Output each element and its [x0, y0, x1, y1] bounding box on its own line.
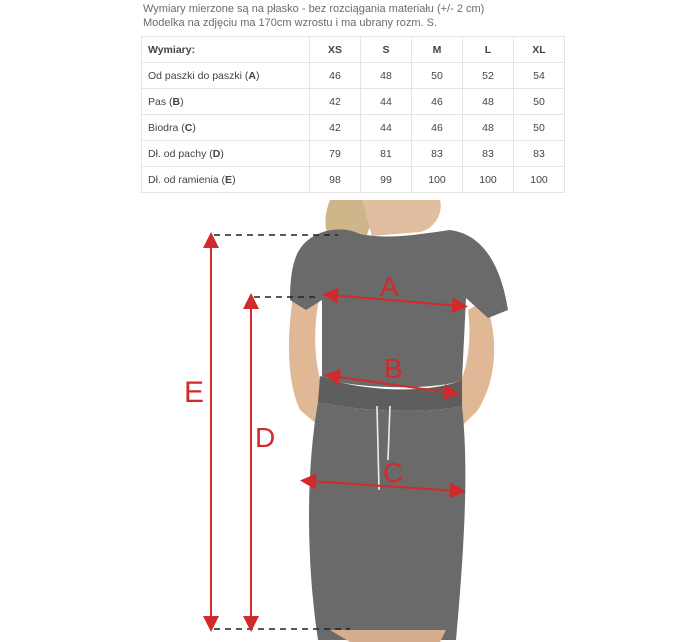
table-cell: 100 [463, 167, 514, 193]
row-label: Od paszki do paszki (A) [142, 63, 310, 89]
row-label-text: Od paszki do paszki [148, 69, 242, 82]
marker-b: B [384, 353, 403, 384]
table-cell: 83 [412, 141, 463, 167]
table-cell: 83 [463, 141, 514, 167]
row-code: A [248, 69, 256, 82]
table-cell: 48 [463, 89, 514, 115]
dress-measurement-figure [0, 200, 700, 642]
measurement-notes [143, 2, 484, 30]
note-line-2: Modelka na zdjęciu ma 170cm wzrostu i ma ubrany rozm. S. [143, 17, 438, 29]
model-neck [362, 200, 441, 236]
table-cell: 100 [412, 167, 463, 193]
table-row [142, 167, 565, 193]
note-line-1: Wymiary mierzone są na płasko - bez rozciągania materiału (+/- 2 cm) [143, 3, 485, 15]
table-cell: 99 [361, 167, 412, 193]
marker-c: C [383, 457, 404, 488]
table-row [142, 115, 565, 141]
row-label-text: Dł. od pachy [148, 147, 207, 160]
table-cell: 52 [463, 63, 514, 89]
row-code: E [225, 173, 233, 186]
table-cell: 81 [361, 141, 412, 167]
table-cell: 46 [310, 63, 361, 89]
header-size-s: S [361, 37, 412, 63]
row-label-text: Biodra [148, 121, 179, 134]
table-cell: 100 [514, 167, 565, 193]
table-cell: 46 [412, 89, 463, 115]
header-dimensions: Wymiary: [142, 37, 310, 63]
table-cell: 79 [310, 141, 361, 167]
table-cell: 98 [310, 167, 361, 193]
table-cell: 46 [412, 115, 463, 141]
header-size-m: M [412, 37, 463, 63]
table-cell: 42 [310, 89, 361, 115]
table-cell: 50 [514, 115, 565, 141]
table-row [142, 89, 565, 115]
row-label: Dł. od pachy (D) [142, 141, 310, 167]
dress-skirt [309, 402, 465, 640]
table-row [142, 141, 565, 167]
marker-e: E [184, 376, 205, 409]
table-cell: 42 [310, 115, 361, 141]
row-label-text: Pas [148, 95, 167, 108]
table-row [142, 63, 565, 89]
table-header-row [142, 37, 565, 63]
model-legs [330, 630, 446, 642]
row-label-text: Dł. od ramienia [148, 173, 219, 186]
table-cell: 83 [514, 141, 565, 167]
table-cell: 50 [514, 89, 565, 115]
row-label: Biodra (C) [142, 115, 310, 141]
table-cell: 54 [514, 63, 565, 89]
row-label: Dł. od ramienia (E) [142, 167, 310, 193]
size-table [141, 36, 565, 193]
row-label: Pas (B) [142, 89, 310, 115]
marker-a: A [380, 271, 399, 302]
header-size-xl: XL [514, 37, 565, 63]
table-cell: 44 [361, 89, 412, 115]
header-size-l: L [463, 37, 514, 63]
table-cell: 48 [463, 115, 514, 141]
row-code: C [184, 121, 193, 134]
table-cell: 48 [361, 63, 412, 89]
row-code: D [212, 147, 221, 160]
table-cell: 44 [361, 115, 412, 141]
table-cell: 50 [412, 63, 463, 89]
header-size-xs: XS [310, 37, 361, 63]
marker-d: D [255, 422, 276, 453]
row-code: B [172, 95, 181, 108]
